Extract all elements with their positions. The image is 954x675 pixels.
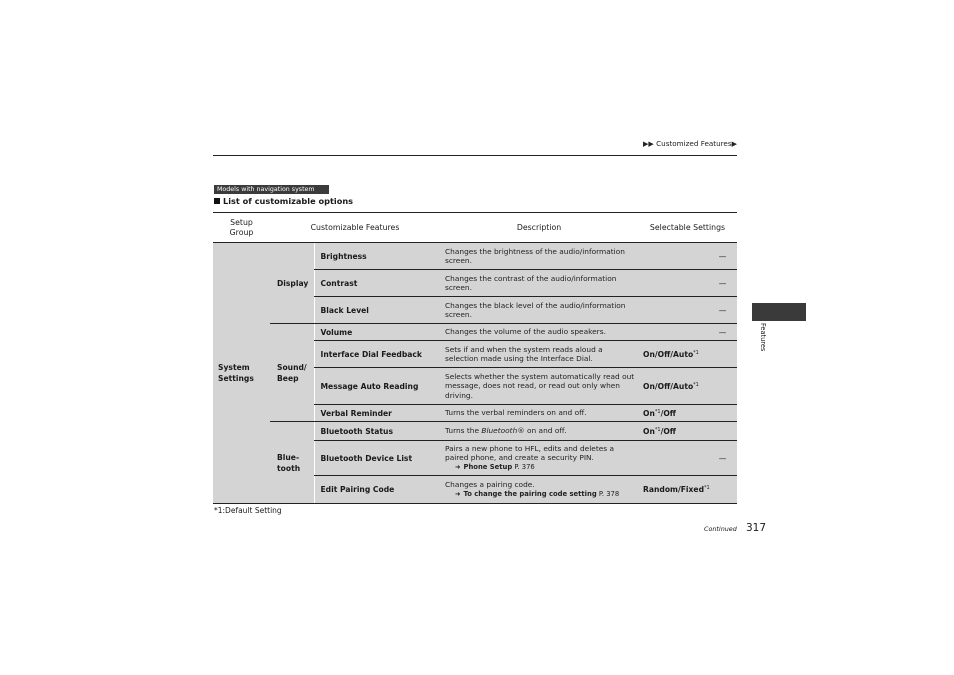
feature-bluetooth-status: Bluetooth Status	[314, 422, 440, 441]
reference-arrow-icon: ➜	[455, 489, 461, 498]
table-row	[213, 422, 737, 441]
table-row	[213, 243, 737, 270]
settings-cell: On$^{*1}$/Off	[638, 405, 737, 422]
header-selectable-settings: Selectable Settings	[638, 213, 737, 243]
description-cell: Changes the volume of the audio speakers.	[440, 324, 638, 341]
description-cell: Sets if and when the system reads aloud a selection made using the Interface Dial.	[440, 341, 638, 368]
feature-bluetooth-device-list: Bluetooth Device List	[314, 441, 440, 476]
subgroup-display: Display	[270, 243, 314, 324]
breadcrumb-label[interactable]: Customized Features	[656, 139, 732, 148]
subgroup-sound-beep: Sound/ Beep	[270, 324, 314, 422]
header-setup-group: Setup Group	[213, 213, 270, 243]
description-cell: Changes the black level of the audio/information screen.	[440, 297, 638, 324]
header-customizable-features: Customizable Features	[270, 213, 440, 243]
settings-cell: Random/Fixed$^{*1}$	[638, 476, 737, 504]
settings-cell: —	[638, 270, 737, 297]
group-system-settings: System Settings	[213, 243, 270, 504]
footnote: *1:Default Setting	[214, 506, 282, 515]
section-label: Features	[759, 323, 767, 352]
settings-cell: —	[638, 297, 737, 324]
subgroup-bluetooth: Blue- tooth	[270, 422, 314, 504]
cross-reference-link[interactable]: ➜ To change the pairing code setting P. 378	[455, 489, 620, 498]
description-cell: Turns the Bluetooth® on and off.	[440, 422, 638, 441]
settings-cell: —	[638, 324, 737, 341]
list-title	[214, 196, 353, 206]
settings-cell: —	[638, 441, 737, 476]
section-tab[interactable]	[752, 303, 806, 321]
description-cell: Changes the contrast of the audio/information screen.	[440, 270, 638, 297]
feature-verbal-reminder: Verbal Reminder	[314, 405, 440, 422]
feature-volume: Volume	[314, 324, 440, 341]
header-rule	[213, 155, 737, 156]
feature-edit-pairing-code: Edit Pairing Code	[314, 476, 440, 504]
description-cell: Changes the brightness of the audio/information screen.	[440, 243, 638, 270]
table-row	[213, 324, 737, 341]
feature-black-level: Black Level	[314, 297, 440, 324]
description-cell: Changes a pairing code. ➜ To change the pairing code setting P. 378	[440, 476, 638, 504]
description-cell: Selects whether the system automatically read out message, does not read, or read out only when driving.	[440, 368, 638, 405]
double-arrow-icon: ▶▶	[643, 140, 654, 148]
feature-message-auto-reading: Message Auto Reading	[314, 368, 440, 405]
description-cell: Turns the verbal reminders on and off.	[440, 405, 638, 422]
cross-reference-link[interactable]: ➜ Phone Setup P. 376	[455, 462, 535, 471]
square-bullet-icon	[214, 198, 220, 204]
table-header-row	[213, 213, 737, 243]
breadcrumb[interactable]	[600, 139, 737, 148]
continued-label: Continued	[704, 525, 737, 533]
description-cell: Pairs a new phone to HFL, edits and deletes a paired phone, and create a security PIN. ➜ Phone Setup P. 376	[440, 441, 638, 476]
settings-cell: —	[638, 243, 737, 270]
settings-cell: On/Off/Auto$^{*1}$	[638, 368, 737, 405]
options-table	[213, 212, 737, 504]
feature-contrast: Contrast	[314, 270, 440, 297]
feature-interface-dial-feedback: Interface Dial Feedback	[314, 341, 440, 368]
settings-cell: On/Off/Auto$^{*1}$	[638, 341, 737, 368]
reference-arrow-icon: ➜	[455, 462, 461, 471]
header-description: Description	[440, 213, 638, 243]
model-tag: Models with navigation system	[214, 185, 329, 194]
arrow-icon: ▶	[731, 140, 737, 148]
feature-brightness: Brightness	[314, 243, 440, 270]
list-title-text: List of customizable options	[223, 196, 354, 206]
settings-cell: On$^{*1}$/Off	[638, 422, 737, 441]
page-number: 317	[746, 522, 767, 534]
